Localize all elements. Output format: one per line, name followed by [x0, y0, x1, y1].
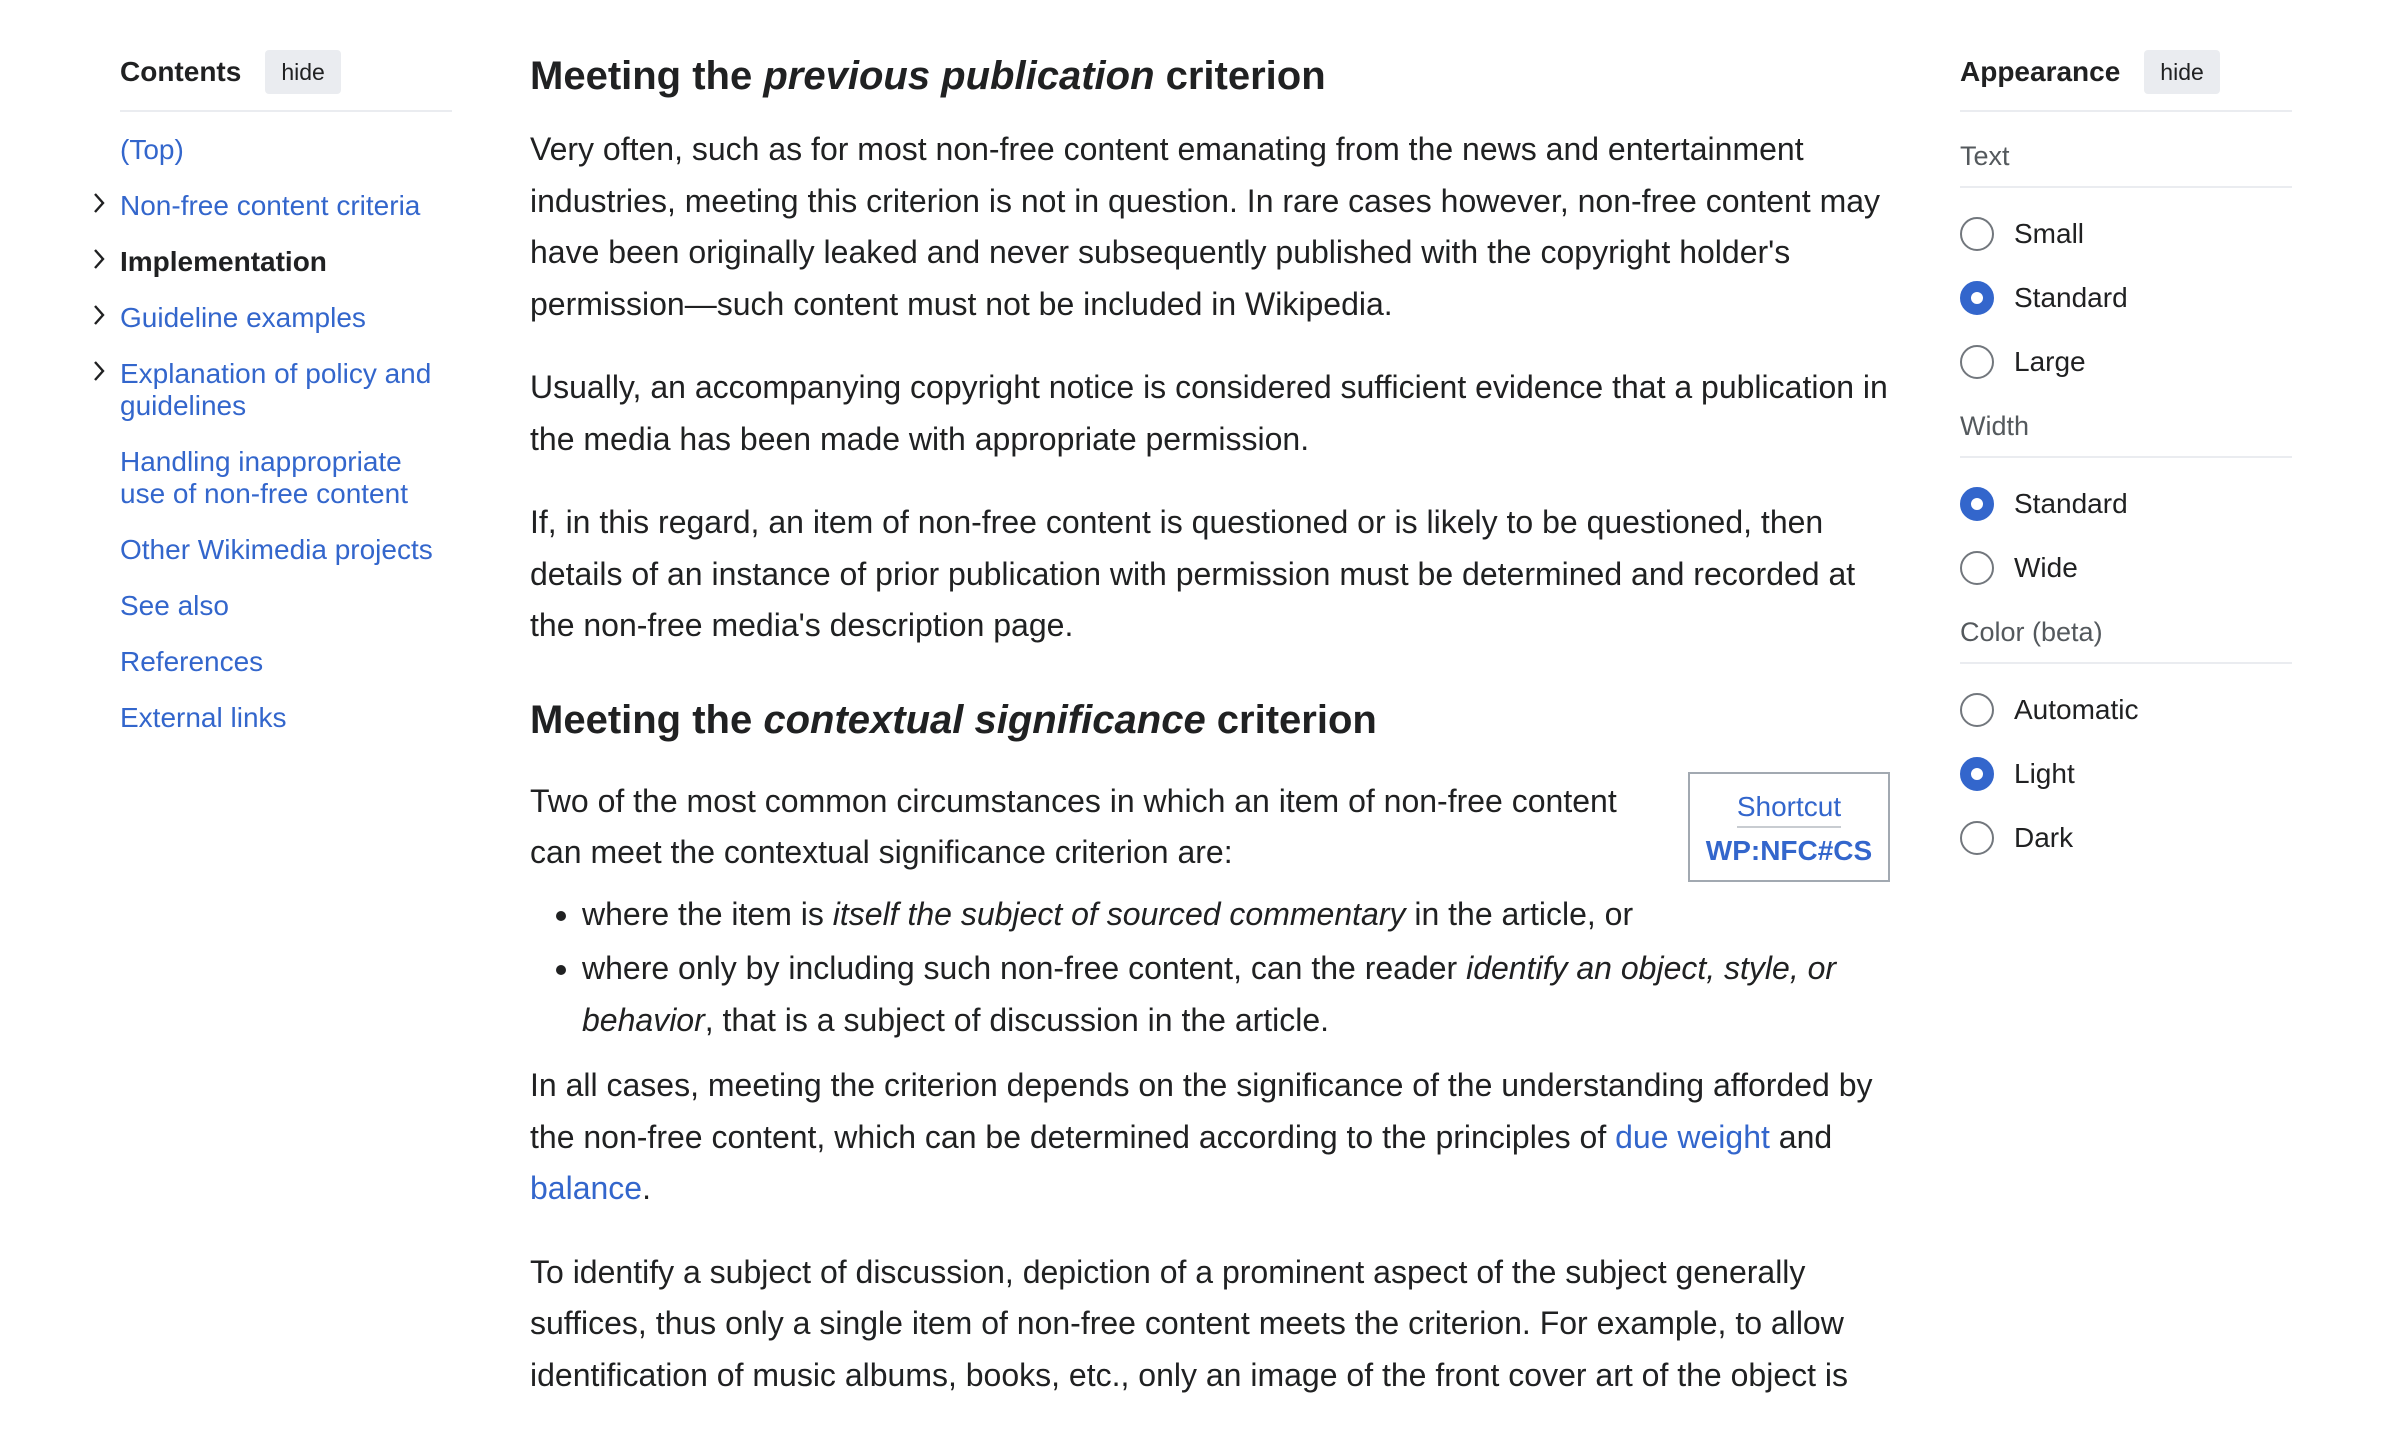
- radio-button[interactable]: [1960, 487, 1994, 521]
- shortcut-label-link[interactable]: Shortcut: [1737, 790, 1841, 828]
- appearance-header: [1960, 48, 2292, 112]
- radio-option-dark[interactable]: [1960, 818, 2292, 858]
- radio-label[interactable]: Light: [2014, 758, 2075, 789]
- radio-button[interactable]: [1960, 217, 1994, 251]
- toc-item[interactable]: [120, 534, 452, 566]
- section-previous-publication: [530, 48, 1890, 652]
- paragraph: Very often, such as for most non-free content emanating from the news and entertainment industries, meeting this criterion is not in question. In rare cases however, non-free content may have been originally leaked and never subsequently published with the copyright holder's permission—such content must not be included in Wikipedia.: [530, 131, 1881, 322]
- radio-label[interactable]: Automatic: [2014, 694, 2139, 725]
- toc-header: [120, 48, 452, 112]
- radio-label[interactable]: Large: [2014, 346, 2086, 377]
- chevron-right-icon[interactable]: [88, 188, 110, 218]
- radio-label[interactable]: Wide: [2014, 552, 2078, 583]
- appearance-panel: [1960, 48, 2292, 858]
- radio-option-wide[interactable]: [1960, 548, 2292, 588]
- radio-button[interactable]: [1960, 757, 1994, 791]
- toc-title: Contents: [120, 56, 242, 87]
- toc-item[interactable]: [120, 190, 452, 222]
- shortcut-code-link[interactable]: WP:NFC#CS: [1705, 834, 1873, 866]
- article-content: [530, 48, 1890, 1433]
- paragraph: To identify a subject of discussion, depiction of a prominent aspect of the subject generally suffices, thus only a single item of non-free content meets the criterion. For example, to allow identification of music albums, books, etc., only an image of the front cover art of the object is: [530, 1253, 1848, 1393]
- appearance-groups: [1960, 140, 2292, 858]
- chevron-right-icon[interactable]: [88, 300, 110, 330]
- toc-item-label[interactable]: (Top): [120, 134, 184, 165]
- chevron-right-icon[interactable]: [88, 244, 110, 274]
- toc-item-label[interactable]: External links: [120, 702, 287, 733]
- toc-item[interactable]: [120, 134, 452, 166]
- due-weight-link[interactable]: due weight: [1615, 1118, 1770, 1155]
- toc-item-label[interactable]: Implementation: [120, 246, 327, 277]
- toc-item-label[interactable]: Explanation of policy and guidelines: [120, 358, 432, 421]
- balance-link[interactable]: balance: [530, 1170, 643, 1206]
- paragraph: Two of the most common circumstances in which an item of non-free content can meet the contextual significance criterion are:: [530, 782, 1617, 870]
- radio-label[interactable]: Dark: [2014, 822, 2074, 853]
- toc-item-label[interactable]: Handling inappropriate use of non-free content: [120, 446, 408, 509]
- table-of-contents: [120, 48, 452, 758]
- toc-item[interactable]: [120, 446, 452, 510]
- toc-list: [120, 134, 452, 734]
- radio-label[interactable]: Standard: [2014, 488, 2128, 519]
- toc-item[interactable]: [120, 702, 452, 734]
- radio-button[interactable]: [1960, 345, 1994, 379]
- radio-option-light[interactable]: [1960, 754, 2292, 794]
- shortcut-box: [1688, 772, 1890, 882]
- radio-option-standard[interactable]: [1960, 278, 2292, 318]
- section-heading: Meeting the contextual significance criterion: [530, 697, 1377, 742]
- radio-option-small[interactable]: [1960, 214, 2292, 254]
- section-heading: Meeting the previous publication criterion: [530, 54, 1326, 98]
- list-item: • where the item is itself the subject of sourced commentary in the article, or: [582, 889, 1890, 941]
- radio-option-automatic[interactable]: [1960, 690, 2292, 730]
- radio-label[interactable]: Standard: [2014, 282, 2128, 313]
- radio-button[interactable]: [1960, 281, 1994, 315]
- list-item: • where only by including such non-free content, can the reader identify an object, style, or behavior, that is a subject of discussion in the article.: [582, 943, 1890, 1046]
- radio-option-large[interactable]: [1960, 342, 2292, 382]
- text-group-label: Text: [1960, 140, 2292, 188]
- toc-item-label[interactable]: References: [120, 646, 264, 677]
- toc-item[interactable]: [120, 302, 452, 334]
- radio-label[interactable]: Small: [2014, 218, 2085, 249]
- toc-hide-button[interactable]: hide: [265, 50, 340, 94]
- paragraph: In all cases, meeting the criterion depends on the significance of the understanding afforded by the non-free content, which can be determined according to the principles of due weight and balance.: [530, 1067, 1873, 1206]
- appearance-hide-button[interactable]: hide: [2144, 50, 2219, 94]
- toc-item-label[interactable]: Non-free content criteria: [120, 190, 421, 221]
- paragraph: Usually, an accompanying copyright notice is considered sufficient evidence that a publication in the media has been made with appropriate permission.: [530, 369, 1888, 457]
- radio-button[interactable]: [1960, 821, 1994, 855]
- toc-item[interactable]: [120, 358, 452, 422]
- section-contextual-significance: [530, 692, 1890, 1402]
- color-group-label: Color (beta): [1960, 616, 2292, 664]
- toc-item-label[interactable]: See also: [120, 590, 229, 621]
- chevron-right-icon[interactable]: [88, 356, 110, 386]
- width-group-label: Width: [1960, 410, 2292, 458]
- radio-button[interactable]: [1960, 693, 1994, 727]
- paragraph: If, in this regard, an item of non-free content is questioned or is likely to be questioned, then details of an instance of prior publication with permission must be determined and recorded at the non-free media's description page.: [530, 504, 1856, 643]
- toc-item[interactable]: [120, 646, 452, 678]
- toc-item[interactable]: [120, 590, 452, 622]
- toc-item-label[interactable]: Other Wikimedia projects: [120, 534, 433, 565]
- appearance-title: Appearance: [1960, 56, 2121, 87]
- toc-item-label[interactable]: Guideline examples: [120, 302, 366, 333]
- toc-item[interactable]: [120, 246, 452, 278]
- radio-option-standard[interactable]: [1960, 484, 2292, 524]
- radio-button[interactable]: [1960, 551, 1994, 585]
- bullet-list: [530, 889, 1890, 1047]
